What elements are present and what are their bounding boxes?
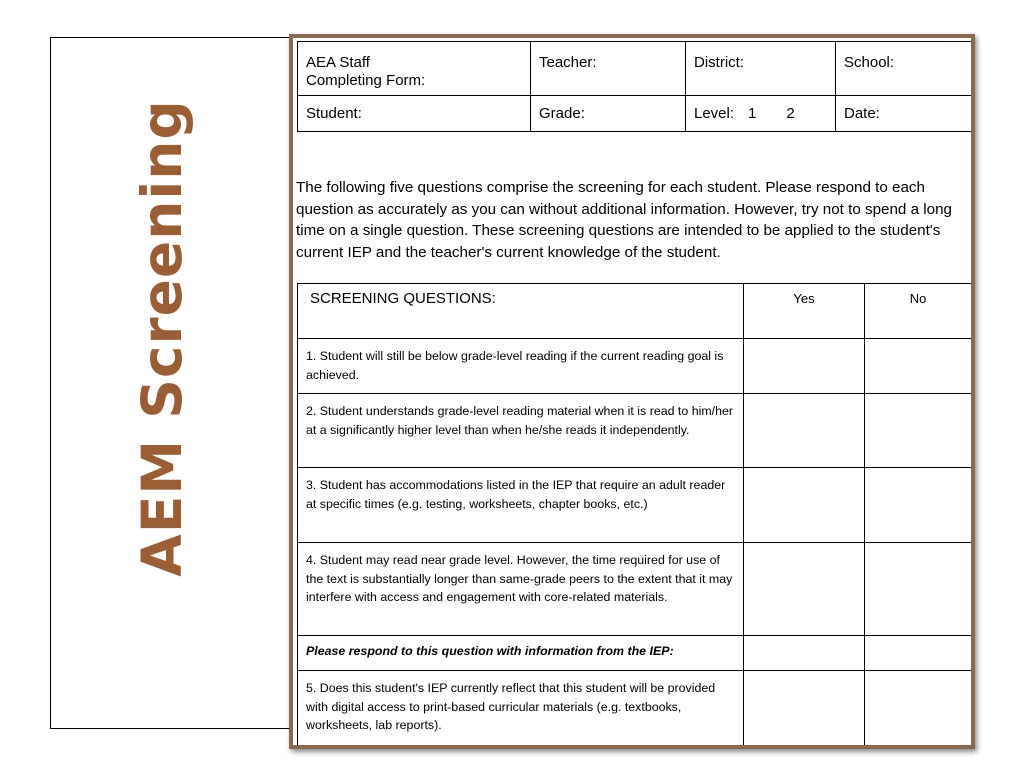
district-field: District:: [686, 42, 836, 96]
question-4-yes-cell: [744, 543, 865, 636]
grade-field: Grade:: [531, 96, 686, 132]
screening-questions-table: [297, 283, 972, 749]
student-field: Student:: [298, 96, 531, 132]
question-4-no-cell: [865, 543, 972, 636]
question-1: 1. Student will still be below grade-level reading if the current reading goal is achieved.: [298, 339, 744, 394]
question-3-no-cell: [865, 468, 972, 543]
question-1-no-cell: [865, 339, 972, 394]
question-5-no-cell: [865, 671, 972, 750]
table-row: [298, 394, 972, 468]
instruction-no-cell: [865, 636, 972, 671]
teacher-field: Teacher:: [531, 42, 686, 96]
form-header-table: [297, 41, 972, 132]
iep-instruction: Please respond to this question with information from the IEP:: [298, 636, 744, 671]
question-5: 5. Does this student's IEP currently reflect that this student will be provided with digital access to print-based curricular materials (e.g. textbooks, worksheets, lab reports).: [298, 671, 744, 750]
no-header: No: [865, 284, 972, 339]
slide-title: AEM Screening: [130, 99, 194, 577]
question-4: 4. Student may read near grade level. However, the time required for use of the text is substantially longer than same-grade peers to the extent that it may interfere with access and engagement with core-related materials.: [298, 543, 744, 636]
school-field: School:: [836, 42, 972, 96]
table-row: [298, 468, 972, 543]
question-3-yes-cell: [744, 468, 865, 543]
question-5-yes-cell: [744, 671, 865, 750]
question-2: 2. Student understands grade-level reading material when it is read to him/her at a significantly higher level than when he/she reads it independently.: [298, 394, 744, 468]
question-1-yes-cell: [744, 339, 865, 394]
table-row: [298, 339, 972, 394]
table-row: [298, 636, 972, 671]
instruction-yes-cell: [744, 636, 865, 671]
table-row: [298, 543, 972, 636]
level-label: Level:: [694, 105, 735, 122]
question-2-yes-cell: [744, 394, 865, 468]
intro-paragraph: The following five questions comprise the screening for each student. Please respond to each question as accurately as you can without additional information. However, try not to spend a long time on a single question. These screening questions are intended to be applied to the student's current IEP and the teacher's current knowledge of the student.: [296, 179, 952, 261]
aea-staff-field: AEA Staff Completing Form:: [298, 42, 531, 96]
table-header-row: [298, 284, 972, 339]
level-field: [686, 96, 836, 132]
question-3: 3. Student has accommodations listed in the IEP that require an adult reader at specific times (e.g. testing, worksheets, chapter books, etc.): [298, 468, 744, 543]
screening-form-image: [289, 34, 975, 749]
level-option-2: 2: [786, 105, 795, 122]
yes-header: Yes: [744, 284, 865, 339]
date-field: Date:: [836, 96, 972, 132]
questions-header: SCREENING QUESTIONS:: [298, 284, 744, 339]
question-2-no-cell: [865, 394, 972, 468]
level-option-1: 1: [748, 105, 757, 122]
table-row: [298, 671, 972, 750]
